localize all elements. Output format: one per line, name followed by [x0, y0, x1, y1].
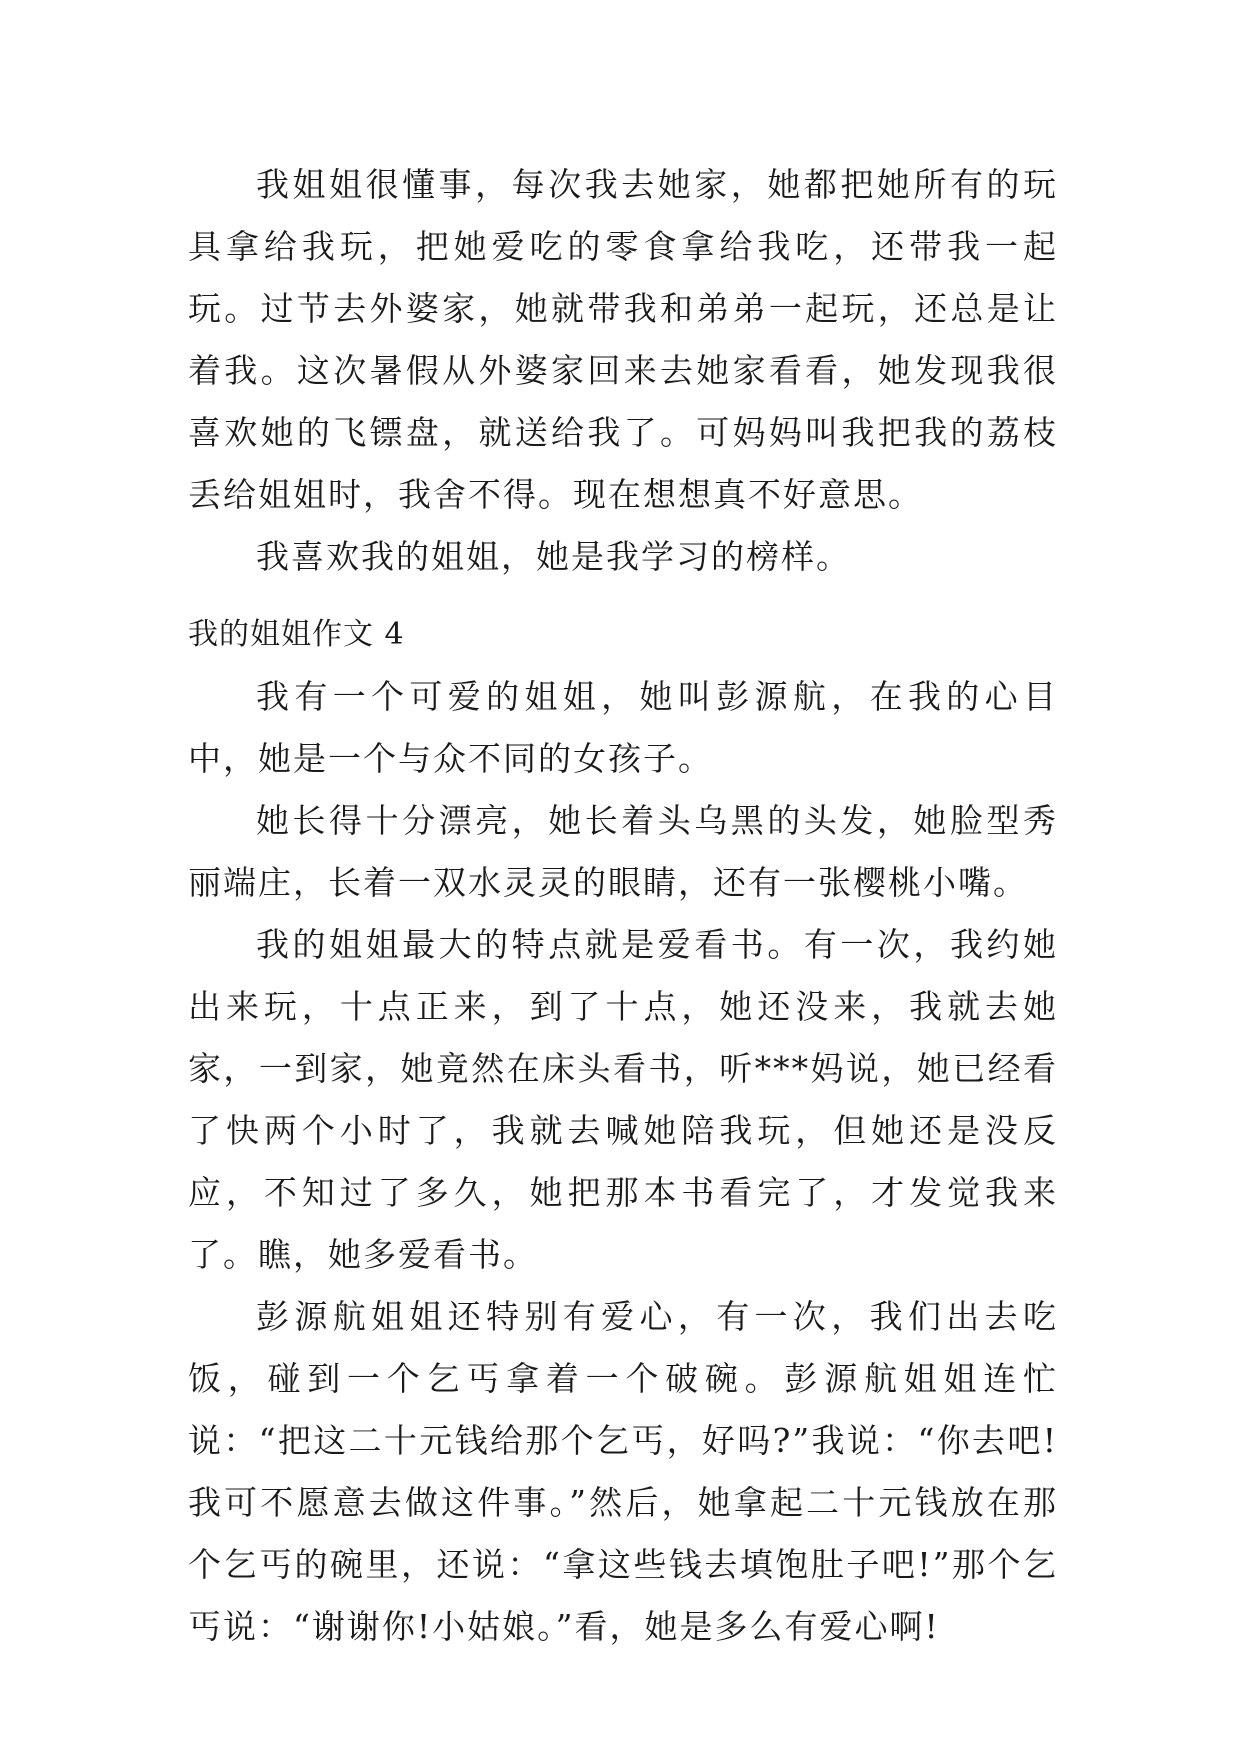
paragraph-sister-sensible: 我姐姐很懂事，每次我去她家，她都把她所有的玩具拿给我玩，把她爱吃的零食拿给我吃，还带我一起玩。过节去外婆家，她就带我和弟弟一起玩，还总是让着我。这次暑假从外婆家回来去她家看看，她发现我很喜欢她的飞镖盘，就送给我了。可妈妈叫我把我的荔枝丢给姐姐时，我舍不得。现在想想真不好意思。 [188, 165, 1058, 514]
paragraph-kindness: 彭源航姐姐还特别有爱心，有一次，我们出去吃饭，碰到一个乞丐拿着一个破碗。彭源航姐姐连忙说：“把这二十元钱给那个乞丐，好吗?”我说：“你去吧!我可不愿意去做这件事。”然后，她拿起二十元钱放在那个乞丐的碗里，还说：“拿这些钱去填饱肚子吧!”那个乞丐说：“谢谢你!小姑娘。”看，她是多么有爱心啊! [188, 1297, 1058, 1646]
paragraph-appearance: 她长得十分漂亮，她长着头乌黑的头发，她脸型秀丽端庄，长着一双水灵灵的眼睛，还有一张樱桃小嘴。 [188, 801, 1058, 902]
section-title: 我的姐姐作文 4 [188, 617, 405, 652]
paragraph-introduction: 我有一个可爱的姐姐，她叫彭源航，在我的心目中，她是一个与众不同的女孩子。 [188, 677, 1058, 778]
intro-text [188, 154, 1058, 588]
paragraph-role-model: 我喜欢我的姐姐，她是我学习的榜样。 [256, 537, 851, 576]
essay-section [188, 604, 1058, 1658]
paragraph-loves-reading: 我的姐姐最大的特点就是爱看书。有一次，我约她出来玩，十点正来，到了十点，她还没来，我就去她家，一到家，她竟然在床头看书，听***妈说，她已经看了快两个小时了，我就去喊她陪我玩，但她还是没反应，不知过了多久，她把那本书看完了，才发觉我来了。瞧，她多爱看书。 [188, 925, 1058, 1274]
